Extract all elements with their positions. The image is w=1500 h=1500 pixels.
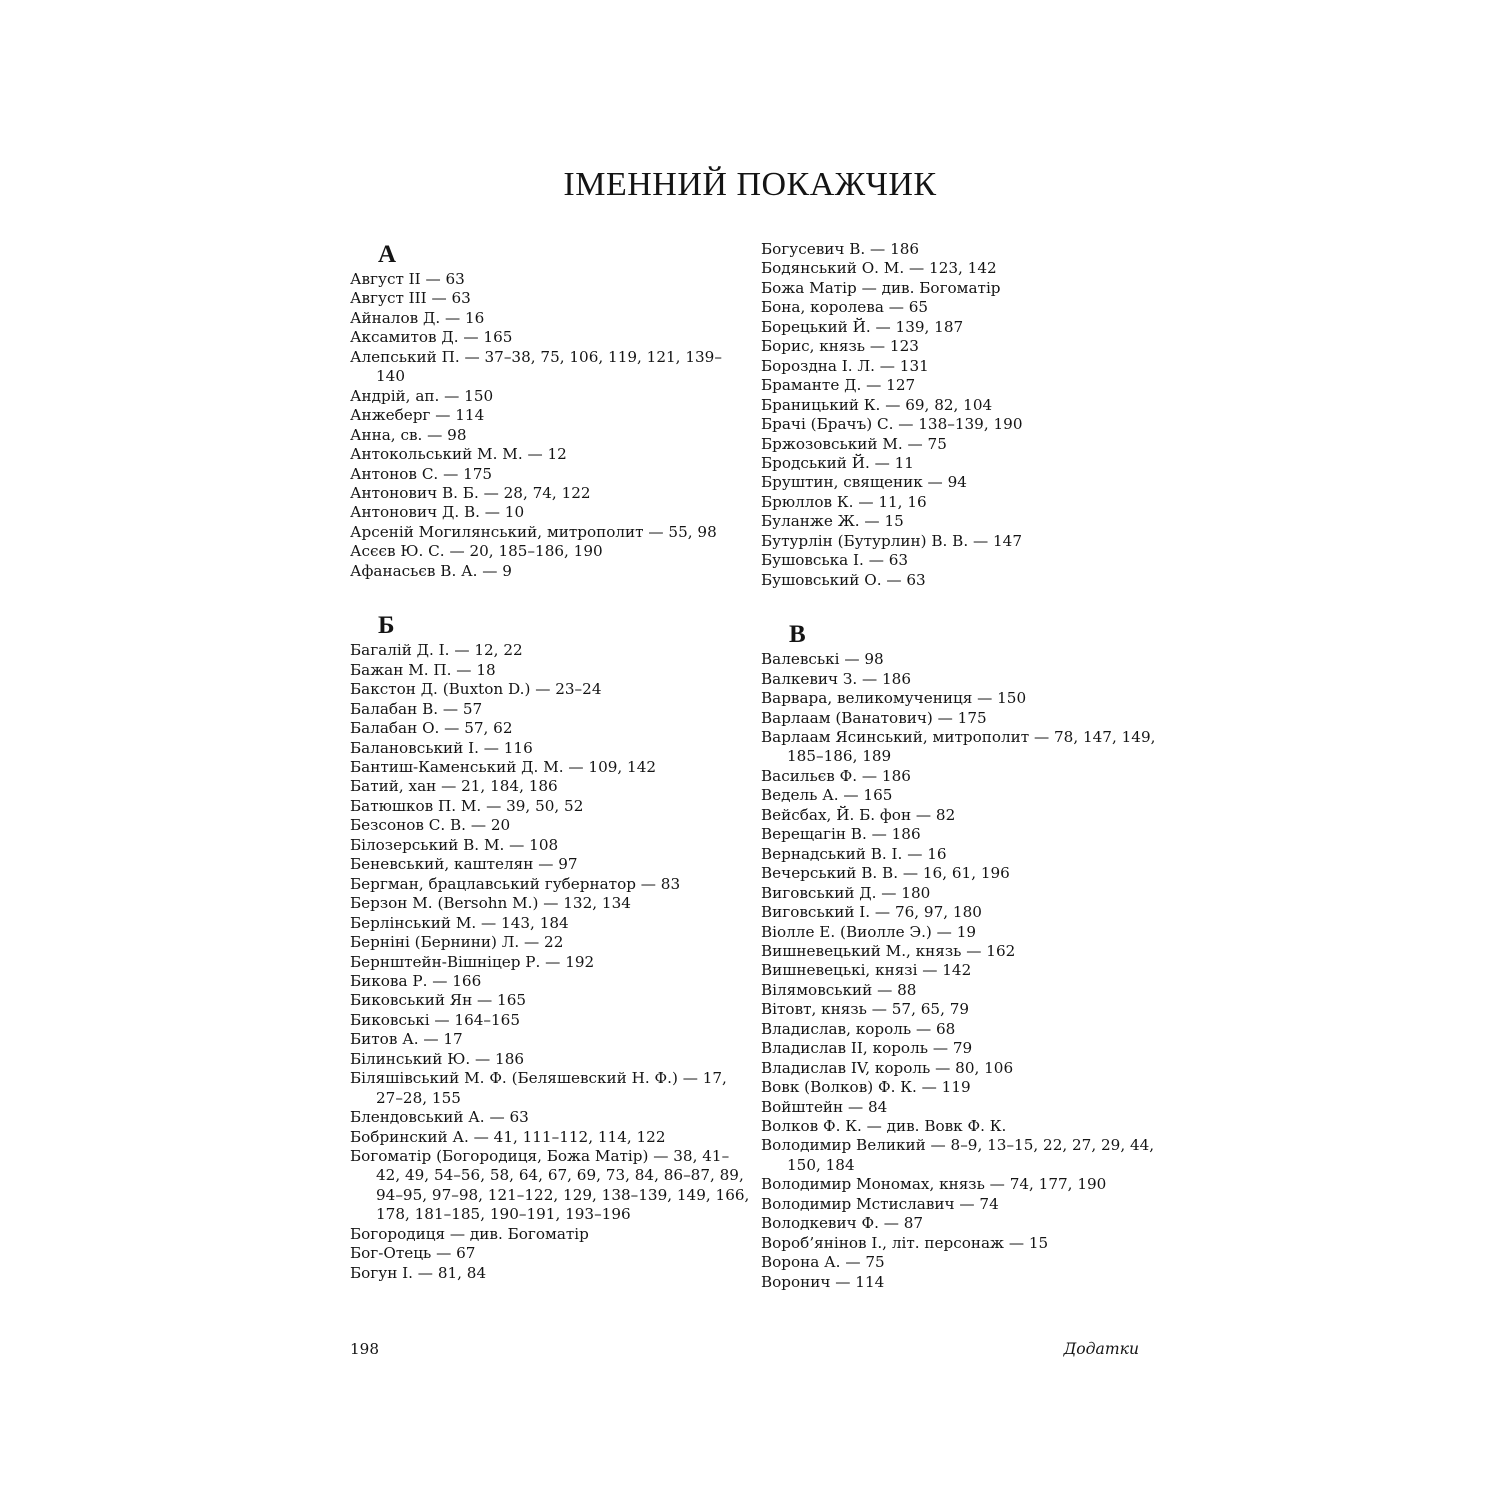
index-column-right (761, 240, 1161, 1292)
entry-list (350, 270, 750, 581)
index-entry: Варлаам (Ванатович) — 175 (761, 708, 987, 727)
index-entry: Берніні (Бернини) Л. — 22 (350, 933, 564, 952)
index-entry: Вернадський В. І. — 16 (761, 844, 947, 863)
index-section (761, 240, 1161, 590)
index-entry: Анна, св. — 98 (350, 425, 467, 444)
page-title: ІМЕННИЙ ПОКАЖЧИК (563, 166, 937, 203)
index-entry: Афанасьєв В. А. — 9 (350, 561, 512, 580)
index-entry: Берлінський М. — 143, 184 (350, 913, 569, 932)
index-entry: Бржозовський М. — 75 (761, 434, 947, 453)
index-entry: Верещагін В. — 186 (761, 825, 921, 844)
index-entry: Батий, хан — 21, 184, 186 (350, 777, 558, 796)
index-entry: Виговський Д. — 180 (761, 883, 931, 902)
index-entry: Вітовт, князь — 57, 65, 79 (761, 1000, 970, 1019)
running-footer-section: Додатки (1063, 1340, 1139, 1358)
index-entry: Ведель А. — 165 (761, 786, 893, 805)
index-entry: Володимир Мстиславич — 74 (761, 1194, 999, 1213)
index-entry: Антонович В. Б. — 28, 74, 122 (350, 483, 591, 502)
index-entry: Блендовський А. — 63 (350, 1108, 529, 1127)
index-entry: Берзон М. (Bersohn M.) — 132, 134 (350, 894, 631, 913)
index-entry: Бороздна І. Л. — 131 (761, 356, 929, 375)
index-entry: Бушовська І. — 63 (761, 551, 909, 570)
index-entry: Браманте Д. — 127 (761, 376, 916, 395)
index-entry: Вечерський В. В. — 16, 61, 196 (761, 864, 1010, 883)
index-entry: Аксамитов Д. — 165 (350, 328, 513, 347)
index-entry: Варлаам Ясинський, митрополит — 78, 147, 149, 185–186, 189 (761, 727, 1156, 766)
entry-list (350, 641, 750, 1283)
index-entry: Богоматір (Богородиця, Божа Матір) — 38, 41–42, 49, 54–56, 58, 64, 67, 69, 73, 84, 86–87, 89, 94–95, 97–98, 121–122, 129, 138–139, 149, 166, 178, 181–185, 190–191, 193–196 (350, 1147, 750, 1224)
index-entry: Андрій, ап. — 150 (350, 386, 494, 405)
index-entry: Божа Матір — див. Богоматір (761, 278, 1001, 297)
index-entry: Валкевич З. — 186 (761, 669, 912, 688)
index-entry: Вороб’янінов І., літ. персонаж — 15 (761, 1233, 1049, 1252)
index-entry: Владислав IV, король — 80, 106 (761, 1058, 1014, 1077)
index-entry: Білозерський В. М. — 108 (350, 835, 559, 854)
index-entry: Бикова Р. — 166 (350, 971, 482, 990)
index-entry: Бушовський О. — 63 (761, 570, 926, 589)
page-number: 198 (350, 1340, 379, 1358)
index-section (350, 611, 750, 1283)
index-entry: Вишневецькі, князі — 142 (761, 961, 972, 980)
index-entry: Волков Ф. К. — див. Вовк Ф. К. (761, 1117, 1007, 1136)
index-entry: Битов А. — 17 (350, 1030, 463, 1049)
index-entry: Антонович Д. В. — 10 (350, 503, 525, 522)
index-entry: Бродський Й. — 11 (761, 453, 914, 472)
index-entry: Антонов С. — 175 (350, 464, 493, 483)
index-entry: Бажан М. П. — 18 (350, 660, 496, 679)
index-entry: Бернштейн-Вішніцер Р. — 192 (350, 952, 595, 971)
index-entry: Биковський Ян — 165 (350, 991, 527, 1010)
index-entry: Бергман, брацлавський губернатор — 83 (350, 874, 681, 893)
index-entry: Август III — 63 (350, 289, 471, 308)
index-entry: Асєєв Ю. С. — 20, 185–186, 190 (350, 542, 603, 561)
index-entry: Владислав, король — 68 (761, 1019, 956, 1038)
section-letter: А (378, 241, 397, 268)
index-entry: Володимир Великий — 8–9, 13–15, 22, 27, 29, 44, 150, 184 (761, 1136, 1155, 1174)
index-entry: Буланже Ж. — 15 (761, 512, 904, 531)
index-entry: Алепський П. — 37–38, 75, 106, 119, 121, 139–140 (350, 347, 722, 386)
index-entry: Бобринский А. — 41, 111–112, 114, 122 (350, 1127, 666, 1146)
index-entry: Володкевич Ф. — 87 (761, 1214, 924, 1233)
index-entry: Балабан О. — 57, 62 (350, 719, 513, 738)
index-entry: Айналов Д. — 16 (350, 308, 485, 327)
index-entry: Анжеберг — 114 (350, 406, 485, 425)
index-entry: Батюшков П. М. — 39, 50, 52 (350, 796, 584, 815)
index-entry: Варвара, великомучениця — 150 (761, 689, 1027, 708)
index-entry: Арсеній Могилянський, митрополит — 55, 98 (350, 522, 717, 541)
index-entry: Балабан В. — 57 (350, 699, 483, 718)
index-entry: Владислав II, король — 79 (761, 1039, 973, 1058)
index-entry: Васильєв Ф. — 186 (761, 766, 911, 785)
index-entry: Борецький Й. — 139, 187 (761, 317, 964, 336)
index-entry: Бутурлін (Бутурлин) В. В. — 147 (761, 531, 1022, 550)
index-entry: Біляшівський М. Ф. (Беляшевский Н. Ф.) — 17, 27–28, 155 (350, 1069, 727, 1107)
index-entry: Брюллов К. — 11, 16 (761, 492, 927, 511)
section-letter: Б (378, 612, 395, 640)
index-entry: Володимир Мономах, князь — 74, 177, 190 (761, 1175, 1107, 1194)
index-entry: Ворона А. — 75 (761, 1253, 885, 1272)
index-entry: Войштейн — 84 (761, 1097, 888, 1116)
index-entry: Безсонов С. В. — 20 (350, 816, 511, 835)
index-entry: Беневський, каштелян — 97 (350, 855, 578, 874)
index-entry: Віолле Е. (Виолле Э.) — 19 (761, 922, 977, 941)
index-entry: Багалій Д. І. — 12, 22 (350, 641, 523, 660)
entry-list (761, 240, 1161, 590)
index-entry: Антокольський М. М. — 12 (350, 445, 567, 464)
index-section (350, 240, 750, 581)
index-entry: Богусевич В. — 186 (761, 240, 920, 258)
index-entry: Вейсбах, Й. Б. фон — 82 (761, 805, 956, 824)
index-entry: Вілямовський — 88 (761, 980, 917, 999)
index-entry: Брачі (Брачъ) С. — 138–139, 190 (761, 415, 1023, 434)
entry-list (761, 650, 1161, 1292)
index-entry: Бона, королева — 65 (761, 298, 929, 317)
section-letter: В (789, 621, 806, 649)
index-entry: Вишневецький М., князь — 162 (761, 941, 1016, 960)
index-column-left (350, 240, 750, 1283)
index-entry: Воронич — 114 (761, 1272, 885, 1291)
index-entry: Богун І. — 81, 84 (350, 1263, 487, 1282)
index-entry: Бакстон Д. (Buxton D.) — 23–24 (350, 680, 602, 699)
index-entry: Валевські — 98 (761, 650, 884, 669)
index-entry: Браницький К. — 69, 82, 104 (761, 395, 993, 414)
index-entry: Август II — 63 (350, 270, 465, 288)
index-entry: Бог-Отець — 67 (350, 1244, 476, 1263)
index-entry: Виговський І. — 76, 97, 180 (761, 903, 982, 922)
index-entry: Биковські — 164–165 (350, 1010, 521, 1029)
index-section (761, 620, 1161, 1292)
index-entry: Білинський Ю. — 186 (350, 1049, 525, 1068)
index-entry: Вовк (Волков) Ф. К. — 119 (761, 1078, 971, 1097)
index-entry: Бодянський О. М. — 123, 142 (761, 259, 997, 278)
index-entry: Бантиш-Каменський Д. М. — 109, 142 (350, 757, 657, 776)
index-entry: Балановський І. — 116 (350, 738, 533, 757)
index-entry: Борис, князь — 123 (761, 337, 919, 356)
index-entry: Богородиця — див. Богоматір (350, 1224, 589, 1243)
index-entry: Бруштин, священик — 94 (761, 473, 967, 492)
